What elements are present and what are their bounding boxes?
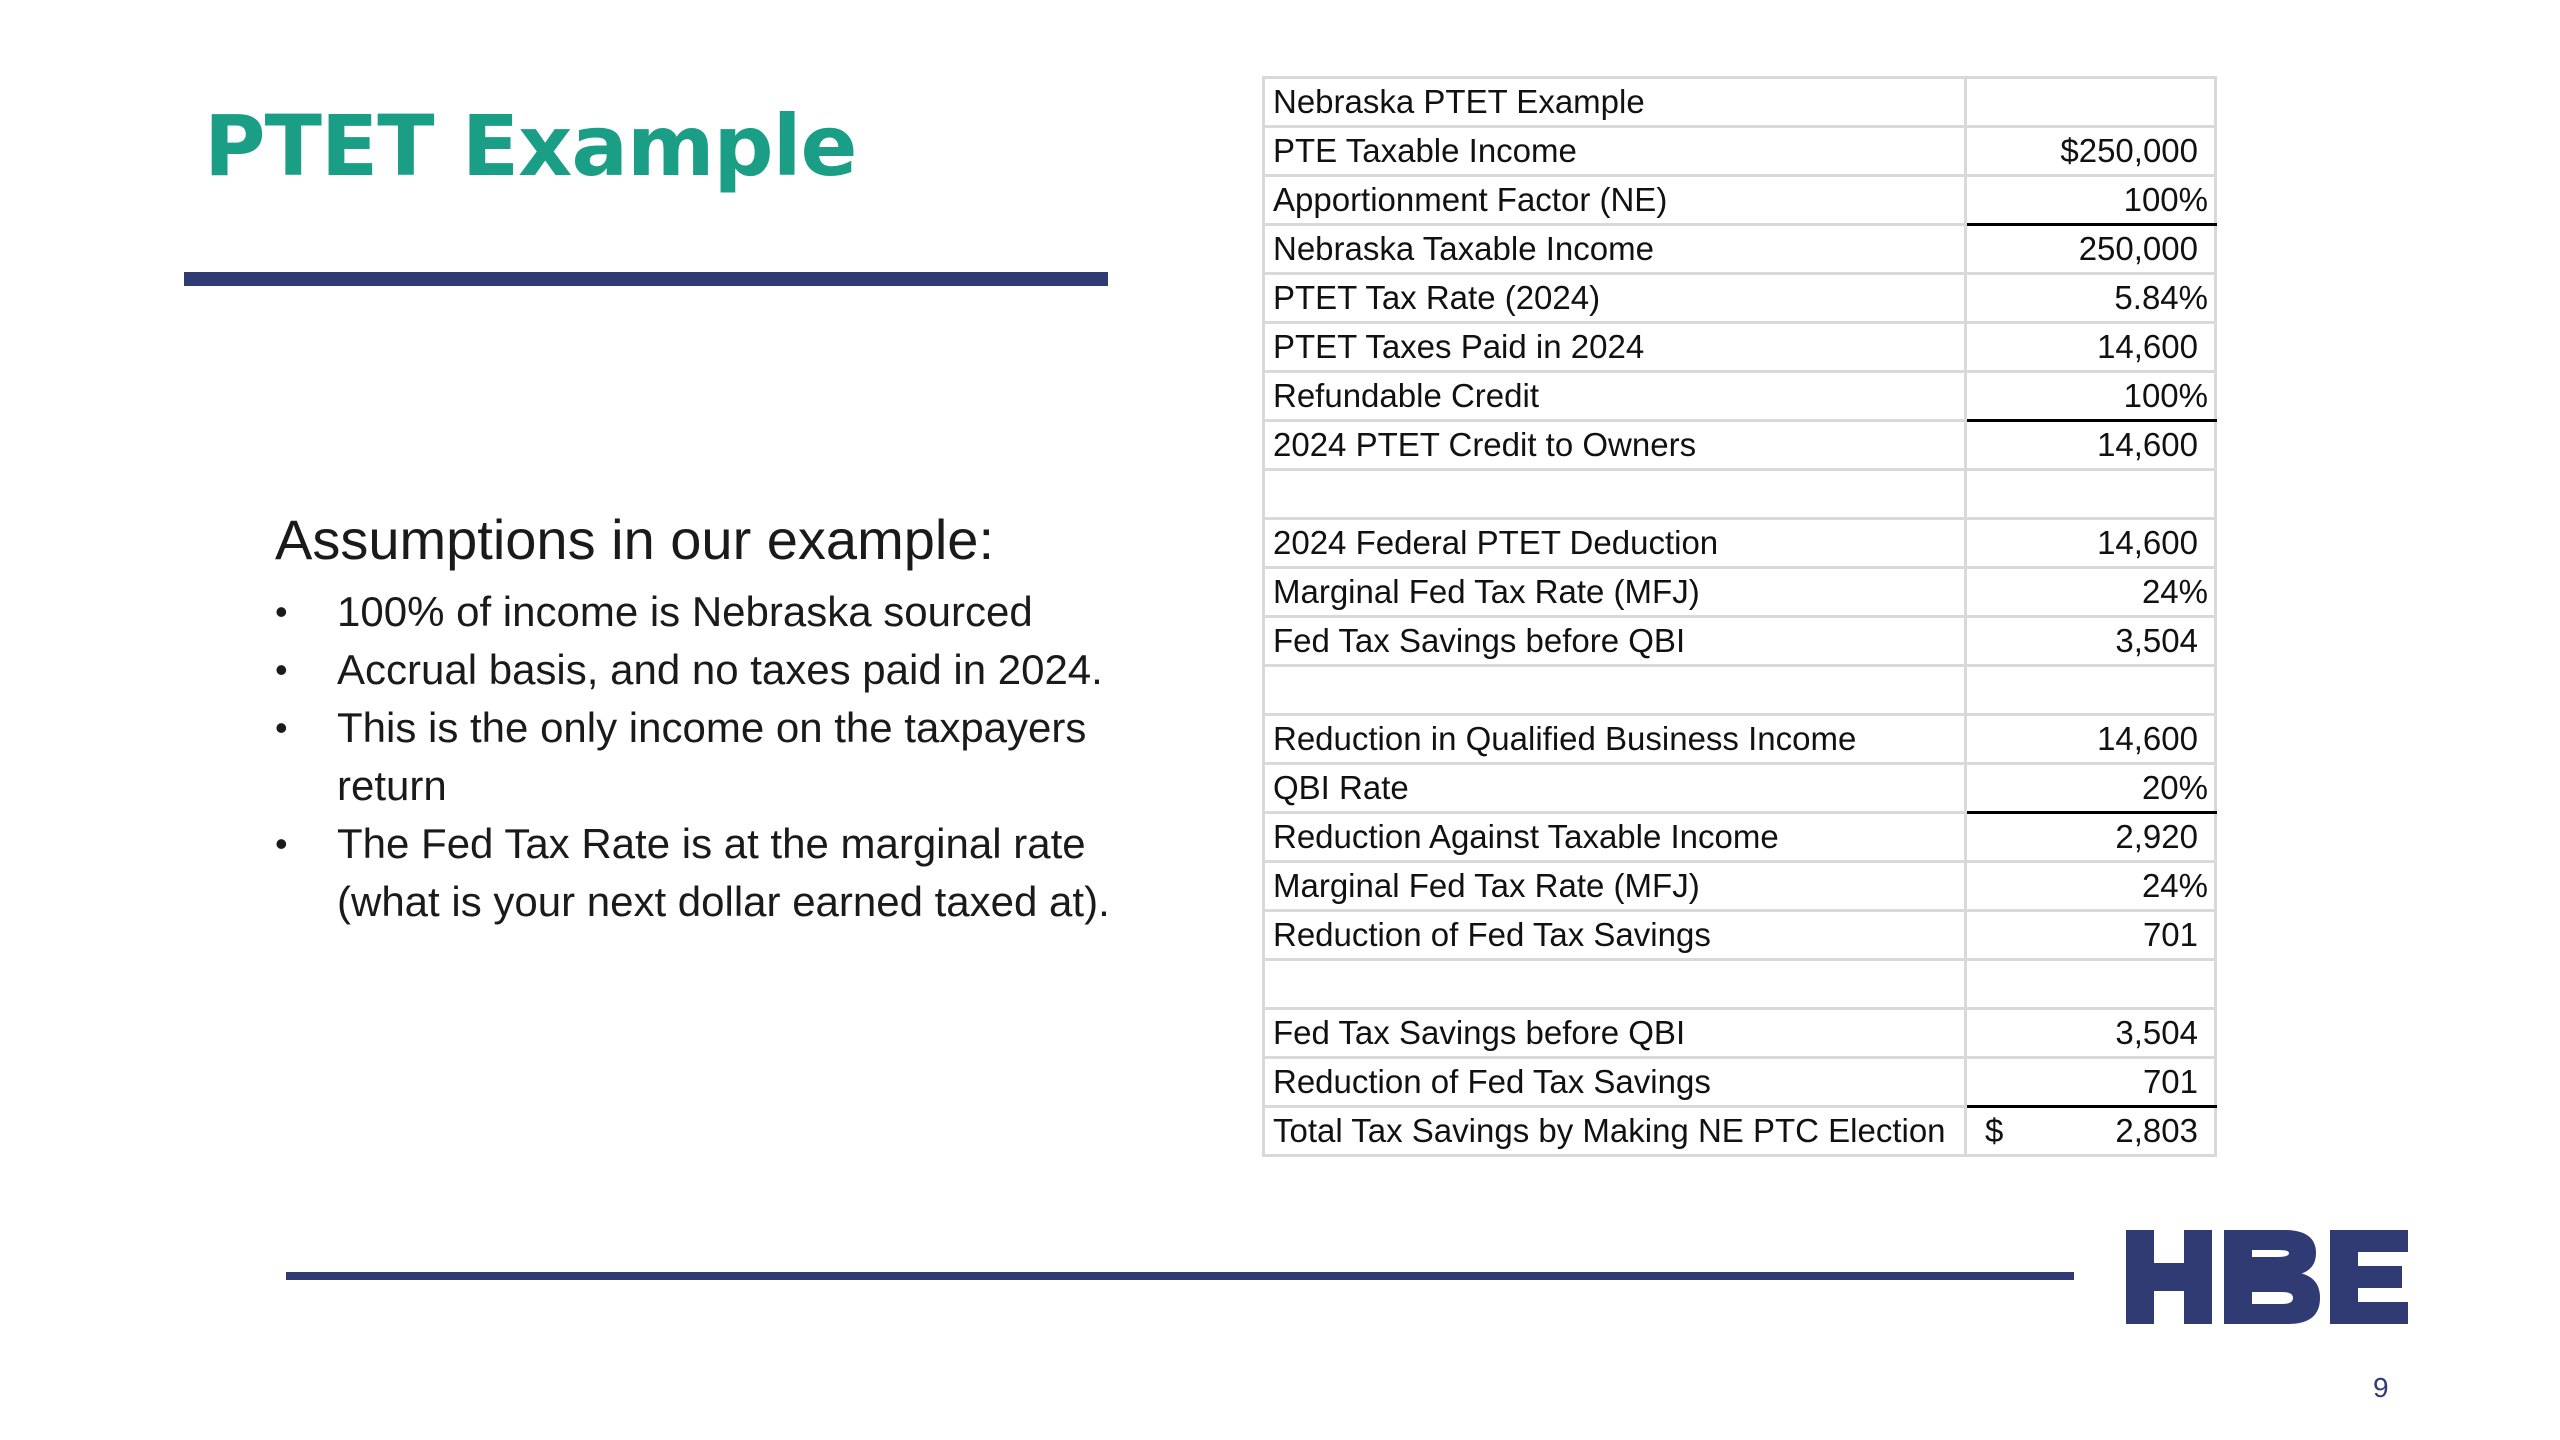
list-item (275, 641, 1195, 699)
row-label (1264, 470, 1966, 519)
row-label: 2024 Federal PTET Deduction (1264, 519, 1966, 568)
table-row (1264, 519, 2216, 568)
row-label: Reduction of Fed Tax Savings (1264, 911, 1966, 960)
page-number: 9 (2373, 1372, 2389, 1403)
row-label: PTE Taxable Income (1264, 127, 1966, 176)
row-label: 2024 PTET Credit to Owners (1264, 421, 1966, 470)
list-item-text: 100% of income is Nebraska sourced (337, 588, 1033, 635)
row-label: Marginal Fed Tax Rate (MFJ) (1264, 568, 1966, 617)
hbe-logo-icon (2126, 1230, 2408, 1324)
row-label: Nebraska Taxable Income (1264, 225, 1966, 274)
total-value-cell (1966, 1107, 2216, 1156)
row-label: PTET Taxes Paid in 2024 (1264, 323, 1966, 372)
row-value: 3,504 (1966, 1009, 2216, 1058)
row-label: Refundable Credit (1264, 372, 1966, 421)
row-label: Reduction Against Taxable Income (1264, 813, 1966, 862)
row-value (1966, 470, 2216, 519)
row-value: $250,000 (1966, 127, 2216, 176)
total-value-wrap (1975, 1112, 2198, 1150)
list-item-text: Accrual basis, and no taxes paid in 2024. (337, 646, 1103, 693)
row-label: Reduction in Qualified Business Income (1264, 715, 1966, 764)
row-value: 100% (1966, 372, 2216, 421)
bullet-icon: • (275, 591, 288, 632)
row-label: Marginal Fed Tax Rate (MFJ) (1264, 862, 1966, 911)
footer-divider (286, 1272, 2074, 1280)
assumptions-heading: Assumptions in our example: (275, 508, 995, 571)
assumptions-list (275, 583, 1195, 931)
row-label: Fed Tax Savings before QBI (1264, 1009, 1966, 1058)
table-row (1264, 421, 2216, 470)
list-item-text: The Fed Tax Rate is at the marginal rate (what is your next dollar earned taxed at). (337, 820, 1110, 925)
title-underline (184, 272, 1108, 286)
row-value: 14,600 (1966, 421, 2216, 470)
list-item (275, 583, 1195, 641)
slide-title: PTET Example (204, 97, 857, 195)
table-row-empty (1264, 666, 2216, 715)
table-row (1264, 78, 2216, 127)
table-row (1264, 372, 2216, 421)
row-value: 3,504 (1966, 617, 2216, 666)
table-row (1264, 617, 2216, 666)
row-label: Total Tax Savings by Making NE PTC Election (1264, 1107, 1966, 1156)
bullet-icon: • (275, 707, 288, 748)
row-value (1966, 960, 2216, 1009)
row-value: 14,600 (1966, 323, 2216, 372)
row-value: 14,600 (1966, 519, 2216, 568)
table-row (1264, 176, 2216, 225)
table-row-empty (1264, 960, 2216, 1009)
row-label: PTET Tax Rate (2024) (1264, 274, 1966, 323)
list-item (275, 699, 1195, 815)
row-label: Fed Tax Savings before QBI (1264, 617, 1966, 666)
table-row (1264, 813, 2216, 862)
row-value: 250,000 (1966, 225, 2216, 274)
assumptions-section (275, 505, 1195, 931)
hbe-logo (2126, 1230, 2408, 1329)
list-item (275, 815, 1195, 931)
row-value: 100% (1966, 176, 2216, 225)
row-value (1966, 666, 2216, 715)
bullet-icon: • (275, 823, 288, 864)
currency-symbol: $ (1985, 1112, 2004, 1149)
row-value: 701 (1966, 1058, 2216, 1107)
row-value: 14,600 (1966, 715, 2216, 764)
row-value: 2,920 (1966, 813, 2216, 862)
row-value (1966, 78, 2216, 127)
list-item-text: This is the only income on the taxpayers return (337, 704, 1087, 809)
row-label: Nebraska PTET Example (1264, 78, 1966, 127)
table-row (1264, 1009, 2216, 1058)
table-row (1264, 127, 2216, 176)
row-value: 701 (1966, 911, 2216, 960)
row-label: Reduction of Fed Tax Savings (1264, 1058, 1966, 1107)
table-row (1264, 323, 2216, 372)
table-row (1264, 862, 2216, 911)
table-row (1264, 274, 2216, 323)
table-row (1264, 764, 2216, 813)
ptet-table (1262, 76, 2217, 1157)
table-row (1264, 1058, 2216, 1107)
bullet-icon: • (275, 649, 288, 690)
table-row (1264, 568, 2216, 617)
row-value: 2,803 (2115, 1112, 2198, 1149)
row-value: 24% (1966, 568, 2216, 617)
table-row (1264, 225, 2216, 274)
row-label (1264, 960, 1966, 1009)
row-label: QBI Rate (1264, 764, 1966, 813)
table-row-empty (1264, 470, 2216, 519)
table-row-total (1264, 1107, 2216, 1156)
row-label (1264, 666, 1966, 715)
row-value: 5.84% (1966, 274, 2216, 323)
row-value: 20% (1966, 764, 2216, 813)
row-value: 24% (1966, 862, 2216, 911)
table-row (1264, 715, 2216, 764)
row-label: Apportionment Factor (NE) (1264, 176, 1966, 225)
table-row (1264, 911, 2216, 960)
